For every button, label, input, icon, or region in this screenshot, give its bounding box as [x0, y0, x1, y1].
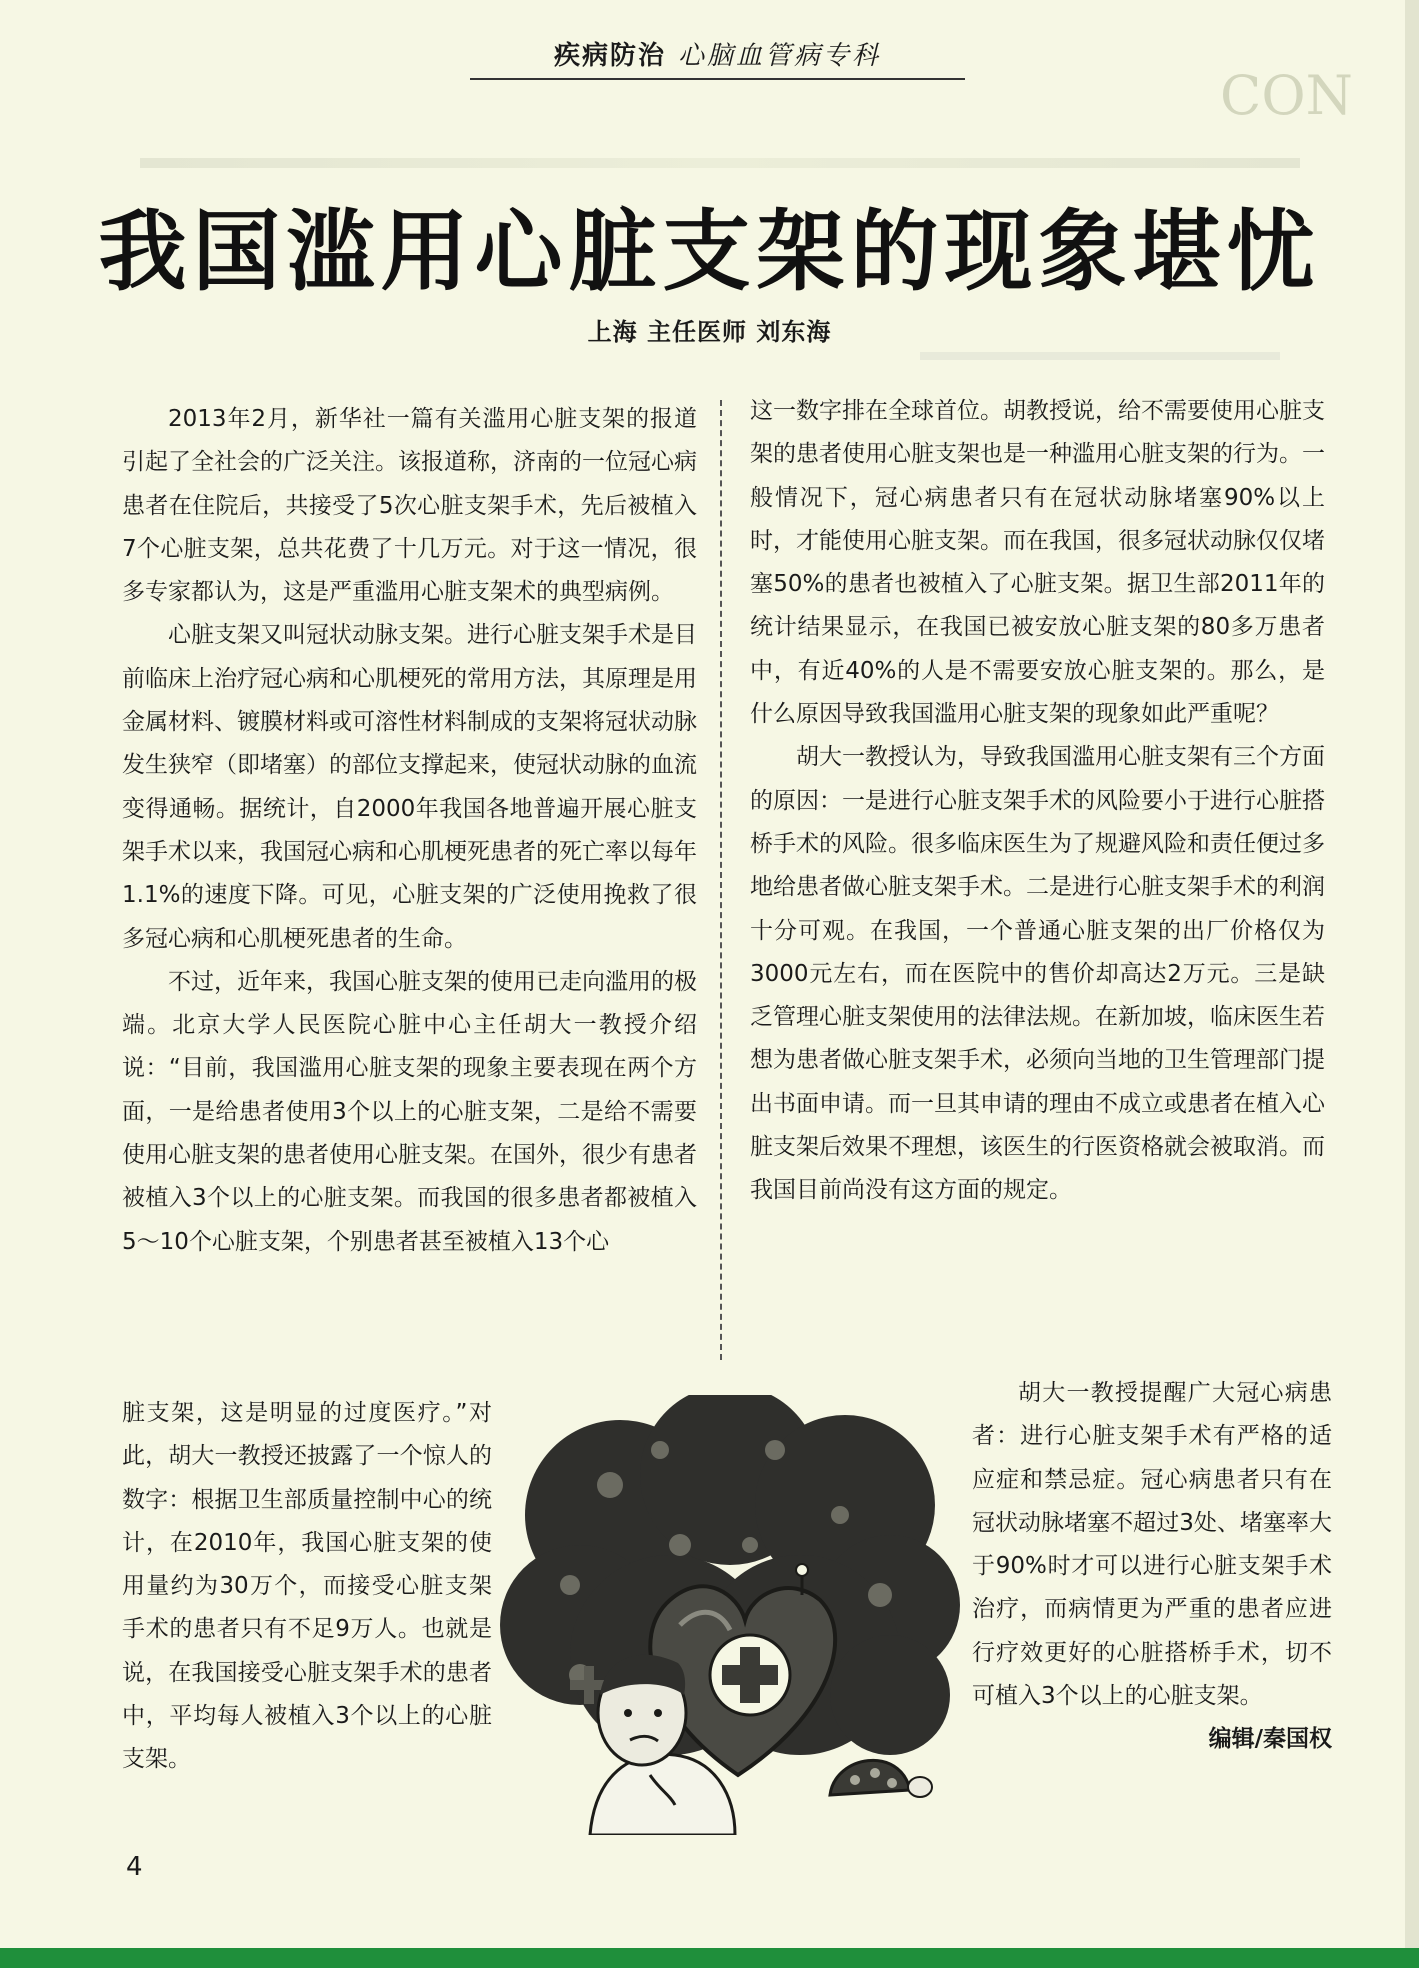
paragraph — [972, 1372, 1332, 1753]
paragraph: 胡大一教授认为，导致我国滥用心脏支架有三个方面的原因：一是进行心脏支架手术的风险要小于进行心脏搭桥手术的风险。很多临床医生为了规避风险和责任便过多地给患者做心脏支架手术。二是进行心脏支架手术的利润十分可观。在我国，一个普通心脏支架的出厂价格仅为3000元左右，而在医院中的售价却高达2万元。三是缺乏管理心脏支架使用的法律法规。在新加坡，临床医生若想为患者做心脏支架手术，必须向当地的卫生管理部门提出书面申请。而一旦其申请的理由不成立或患者在植入心脏支架后效果不理想，该医生的行医资格就会被取消。而我国目前尚没有这方面的规定。 — [750, 744, 1325, 1204]
paragraph: 不过，近年来，我国心脏支架的使用已走向滥用的极端。北京大学人民医院心脏中心主任胡大一教授介绍说：“目前，我国滥用心脏支架的现象主要表现在两个方面，一是给患者使用3个以上的心脏支架，二是给不需要使用心脏支架的患者使用心脏支架。在国外，很少有患者被植入3个以上的心脏支架。而我国的很多患者都被植入5～10个心脏支架，个别患者甚至被植入13个心 — [122, 968, 697, 1255]
left-column — [122, 398, 697, 1264]
article-title: 我国滥用心脏支架的现象堪忧 — [98, 199, 1321, 303]
paragraph: 2013年2月，新华社一篇有关滥用心脏支架的报道引起了全社会的广泛关注。该报道称，济南的一位冠心病患者在住院后，共接受了5次心脏支架手术，先后被植入7个心脏支架，总共花费了十几万元。对于这一情况，很多专家都认为，这是严重滥用心脏支架术的典型病例。 — [122, 406, 697, 606]
turtle-figure — [830, 1760, 932, 1797]
article-byline: 上海 主任医师 刘东海 — [587, 318, 832, 346]
paragraph: 脏支架，这是明显的过度医疗。”对此，胡大一教授还披露了一个惊人的数字：根据卫生部质量控制中心的统计，在2010年，我国心脏支架的使用量约为30万个，而接受心脏支架手术的患者只有不足9万人。也就是说，在我国接受心脏支架手术的患者中，平均每人被植入3个以上的心脏支架。 — [122, 1400, 492, 1773]
bottom-color-bar — [0, 1948, 1419, 1968]
paragraph: 心脏支架又叫冠状动脉支架。进行心脏支架手术是目前临床上治疗冠心病和心肌梗死的常用方法，其原理是用金属材料、镀膜材料或可溶性材料制成的支架将冠状动脉发生狭窄（即堵塞）的部位支撑起来，使冠状动脉的血流变得通畅。据统计，自2000年我国各地普遍开展心脏支架手术以来，我国冠心病和心肌梗死患者的死亡率以每年1.1%的速度下降。可见，心脏支架的广泛使用挽救了很多冠心病和心肌梗死患者的生命。 — [122, 622, 697, 952]
page-number: 4 — [126, 1852, 143, 1882]
paragraph-text: 胡大一教授提醒广大冠心病患者：进行心脏支架手术有严格的适应症和禁忌症。冠心病患者只有在冠状动脉堵塞不超过3处、堵塞率大于90%时才可以进行心脏支架手术治疗，而病情更为严重的患者应进行疗效更好的心脏搭桥手术，切不可植入3个以上的心脏支架。 — [972, 1380, 1332, 1710]
section-header — [475, 36, 960, 84]
right-column-continued — [972, 1372, 1332, 1762]
show-through-band — [920, 352, 1280, 360]
column-divider — [720, 400, 722, 1360]
section-label: 疾病防治 — [553, 41, 666, 71]
medical-cross-icon — [710, 1635, 790, 1715]
show-through-decoration: CON — [1220, 64, 1353, 127]
right-column — [750, 390, 1325, 1213]
editor-credit: 编辑/秦国权 — [1208, 1726, 1332, 1753]
header-rule — [470, 78, 965, 80]
left-column-continued — [122, 1392, 492, 1782]
show-through-band — [140, 158, 1300, 168]
paragraph: 这一数字排在全球首位。胡教授说，给不需要使用心脏支架的患者使用心脏支架也是一种滥用心脏支架的行为。一般情况下，冠心病患者只有在冠状动脉堵塞90%以上时，才能使用心脏支架。而在我国，很多冠状动脉仅仅堵塞50%的患者也被植入了心脏支架。据卫生部2011年的统计结果显示，在我国已被安放心脏支架的80多万患者中，有近40%的人是不需要安放心脏支架的。那么，是什么原因导致我国滥用心脏支架的现象如此严重呢？ — [750, 398, 1325, 728]
heart-doctor-illustration — [500, 1395, 960, 1835]
subsection-label: 心脑血管病专科 — [678, 41, 882, 71]
